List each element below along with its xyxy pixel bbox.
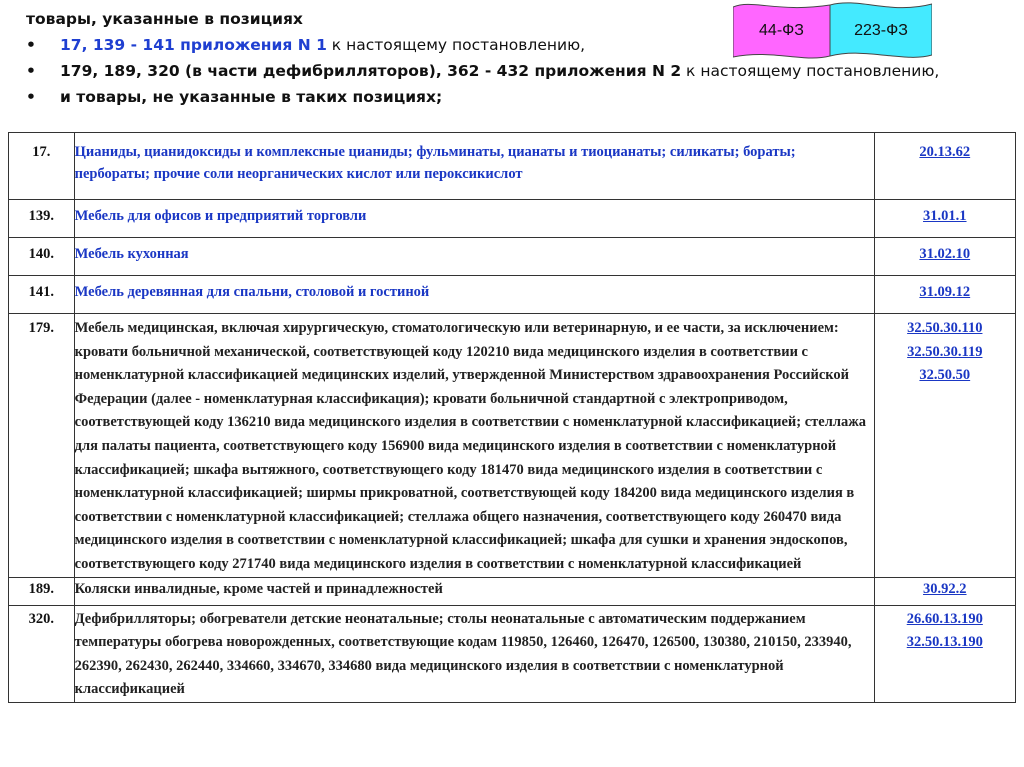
law-badges bbox=[733, 1, 932, 60]
okpd-codes bbox=[874, 238, 1015, 276]
table-row bbox=[9, 605, 1016, 702]
table-row bbox=[9, 200, 1016, 238]
okpd-code-link[interactable]: 32.50.30.119 bbox=[907, 343, 983, 360]
badge-223-label: 223-ФЗ bbox=[854, 21, 908, 39]
okpd-code-link[interactable]: 32.50.13.190 bbox=[906, 634, 983, 651]
position-number: 320. bbox=[9, 605, 75, 702]
okpd-code-link[interactable]: 20.13.62 bbox=[919, 144, 971, 160]
intro-bullet-2 bbox=[26, 58, 939, 84]
okpd-codes bbox=[874, 200, 1015, 238]
position-description: Мебель деревянная для спальни, столовой и гостиной bbox=[74, 276, 874, 314]
position-description: Цианиды, цианидоксиды и комплексные цианиды; фульминаты, цианаты и тиоцианаты; силикаты; бораты; пербораты; прочие соли неорганических кислот или пероксикислот bbox=[74, 133, 874, 200]
table-row bbox=[9, 314, 1016, 578]
other-goods-text: и товары, не указанные в таких позициях; bbox=[60, 88, 443, 106]
okpd-codes bbox=[874, 133, 1015, 200]
position-description: Дефибрилляторы; обогреватели детские неонатальные; столы неонатальные с автоматическим поддержанием температуры обогрева новорожденных, соответствующие кодам 119850, 126460, 126470, 126500, 130380, 210150, 233940, 262390, 262430, 262440, 334660, 334670, 334680 вида медицинского изделия в соответствии с номенклатурной классификацией bbox=[74, 605, 874, 702]
okpd-code-link[interactable]: 31.01.1 bbox=[923, 208, 967, 224]
okpd-code-link[interactable]: 26.60.13.190 bbox=[906, 610, 983, 627]
position-description: Мебель для офисов и предприятий торговли bbox=[74, 200, 874, 238]
okpd-code-link[interactable]: 31.02.10 bbox=[919, 246, 971, 262]
position-number: 141. bbox=[9, 276, 75, 314]
appendix-1-positions: 17, 139 - 141 приложения N 1 bbox=[60, 36, 327, 54]
bullet-dot: • bbox=[26, 62, 36, 80]
intro-heading: товары, указанные в позициях bbox=[26, 10, 303, 28]
bullet-dot: • bbox=[26, 88, 36, 106]
intro-bullet-3 bbox=[26, 84, 939, 110]
table-row bbox=[9, 577, 1016, 605]
bullet-dot: • bbox=[26, 36, 36, 54]
position-description: Мебель кухонная bbox=[74, 238, 874, 276]
badge-44-label: 44-ФЗ bbox=[759, 21, 804, 39]
position-number: 139. bbox=[9, 200, 75, 238]
position-number: 17. bbox=[9, 133, 75, 200]
badge-223-fz bbox=[830, 1, 932, 60]
position-number: 189. bbox=[9, 577, 75, 605]
position-number: 179. bbox=[9, 314, 75, 578]
okpd-codes bbox=[874, 605, 1015, 702]
table-row bbox=[9, 276, 1016, 314]
appendix-2-suffix: к настоящему постановлению, bbox=[681, 62, 940, 80]
position-number: 140. bbox=[9, 238, 75, 276]
okpd-codes bbox=[874, 314, 1015, 578]
position-description: Коляски инвалидные, кроме частей и принадлежностей bbox=[74, 577, 874, 605]
okpd-codes bbox=[874, 577, 1015, 605]
okpd-code-link[interactable]: 31.09.12 bbox=[919, 284, 971, 300]
badge-44-fz bbox=[733, 1, 830, 60]
okpd-code-link[interactable]: 32.50.50 bbox=[919, 367, 971, 384]
positions-table bbox=[8, 132, 1016, 703]
position-description: Мебель медицинская, включая хирургическую, стоматологическую или ветеринарную, и ее части, за исключением: кровати больничной механической, соответствующей коду 120210 вида медицинского изделия в соответствии с номенклатурной классификацией медицинских изделий, утвержденной Министерством здравоохранения Российской Федерации (далее - номенклатурная классификация); кровати больничной стандартной с электроприводом, соответствующей коду 136210 вида медицинского изделия в соответствии с номенклатурной классификацией; стеллажа для палаты пациента, соответствующего коду 156900 вида медицинского изделия в соответствии с номенклатурной классификацией; шкафа вытяжного, соответствующего коду 181470 вида медицинского изделия в соответствии с номенклатурной классификацией; ширмы прикроватной, соответствующей коду 184200 вида медицинского изделия в соответствии с номенклатурной классификацией; стеллажа общего назначения, соответствующего коду 260470 вида медицинского изделия в соответствии с номенклатурной классификацией; шкафа для сушки и хранения эндоскопов, соответствующего коду 271740 вида медицинского изделия в соответствии с номенклатурной классификацией bbox=[74, 314, 874, 578]
okpd-codes bbox=[874, 276, 1015, 314]
table-row bbox=[9, 133, 1016, 200]
appendix-1-suffix: к настоящему постановлению, bbox=[326, 36, 586, 54]
okpd-code-link[interactable]: 30.92.2 bbox=[923, 580, 967, 597]
okpd-code-link[interactable]: 32.50.30.110 bbox=[907, 320, 983, 336]
table-row bbox=[9, 238, 1016, 276]
appendix-2-positions: 179, 189, 320 (в части дефибрилляторов), 362 - 432 приложения N 2 bbox=[60, 62, 682, 80]
